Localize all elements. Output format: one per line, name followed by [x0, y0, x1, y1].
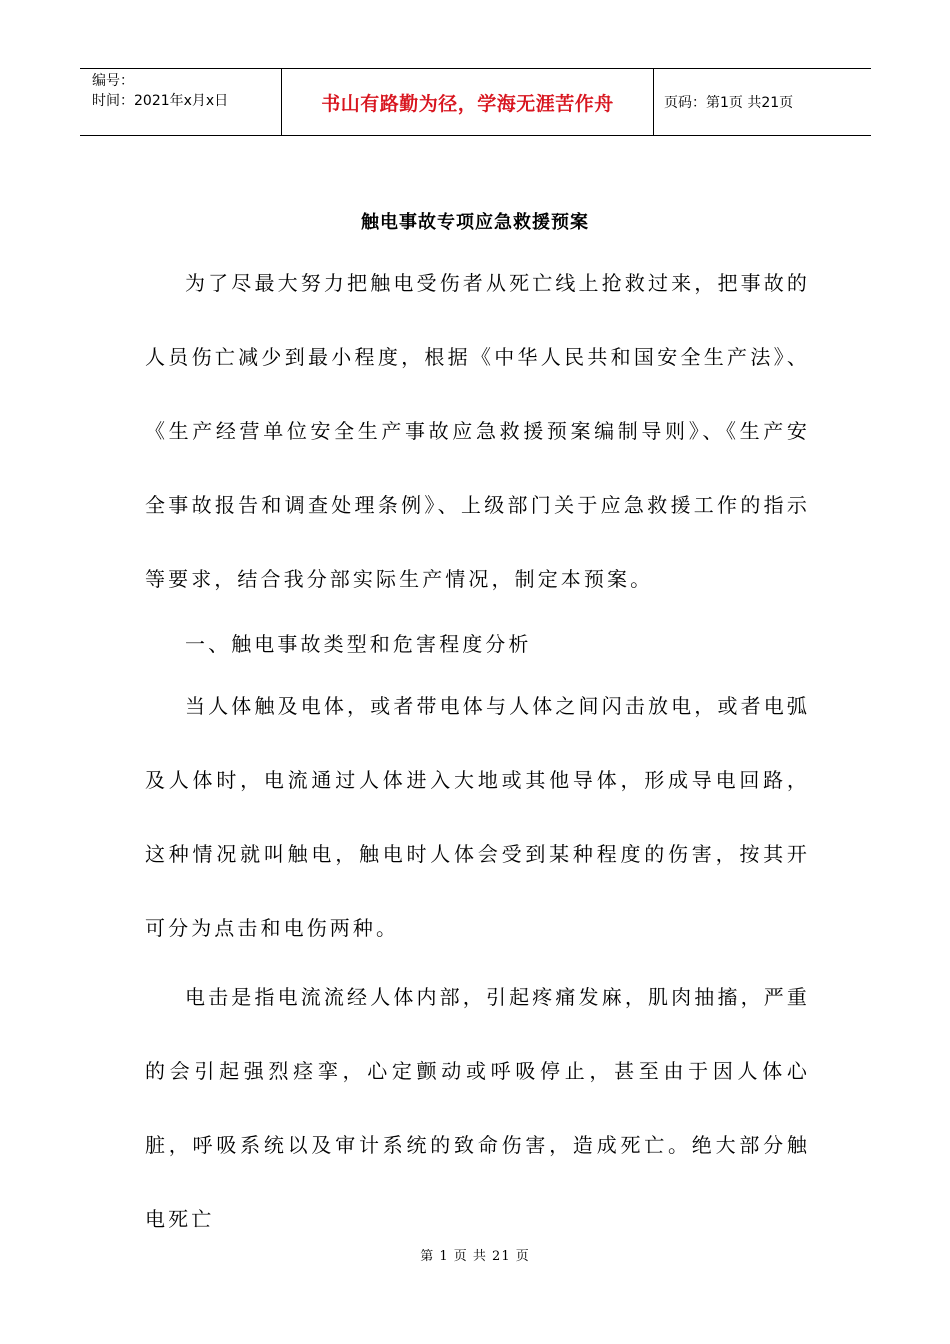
paragraph-definition: 当人体触及电体，或者带电体与人体之间闪击放电，或者电弧及人体时，电流通过人体进入大地或其他导体，形成导电回路，这种情况就叫触电，触电时人体会受到某种程度的伤害，按其开可分为点击和电伤两种。 — [145, 694, 810, 940]
paragraph-intro: 为了尽最大努力把触电受伤者从死亡线上抢救过来，把事故的人员伤亡减少到最小程度，根据《中华人民共和国安全生产法》、《生产经营单位安全生产事故应急救援预案编制导则》、《生产安全事故报告和调查处理条例》、上级部门关于应急救援工作的指示等要求，结合我分部实际生产情况，制定本预案。 — [145, 271, 810, 591]
section-heading: 一、触电事故类型和危害程度分析 — [185, 632, 532, 656]
number-label: 编号： — [92, 73, 134, 89]
page-footer: 第 1 页 共 21 页 — [420, 1249, 530, 1264]
date-label: 时间：2021年x月x日 — [92, 93, 229, 109]
page-header — [80, 68, 871, 136]
header-motto: 书山有路勤为径，学海无涯苦作舟 — [282, 69, 654, 135]
document-title: 触电事故专项应急救援预案 — [361, 212, 589, 233]
header-meta — [80, 69, 282, 135]
paragraph-electric-shock: 电击是指电流流经人体内部，引起疼痛发麻，肌肉抽搐，严重的会引起强烈痉挛，心定颤动或呼吸停止，甚至由于因人体心脏，呼吸系统以及审计系统的致命伤害，造成死亡。绝大部分触电死亡 — [145, 985, 810, 1231]
header-page-info: 页码：第1页 共21页 — [664, 95, 794, 111]
